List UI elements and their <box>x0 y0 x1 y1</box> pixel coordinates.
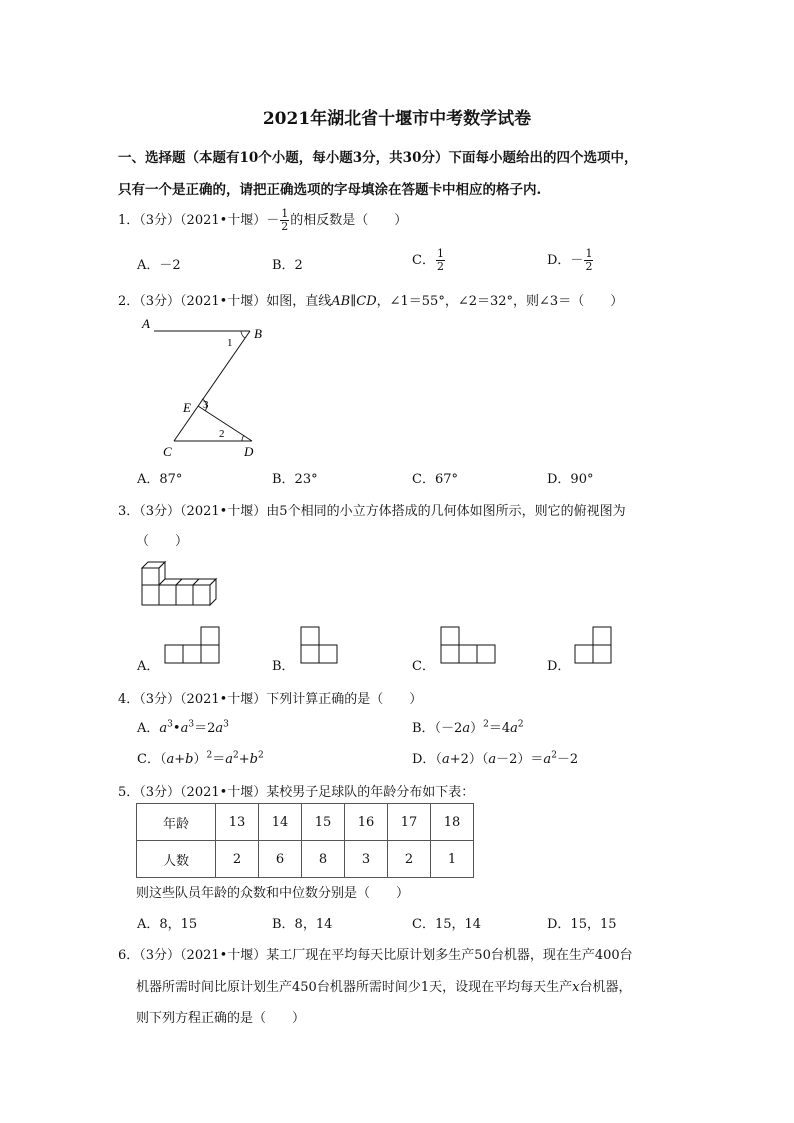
question-5: 5．（3分）（2021•十堰）某校男子足球队的年龄分布如下表： <box>118 785 475 800</box>
table-cell: 6 <box>259 841 302 878</box>
table-cell: 3 <box>345 841 388 878</box>
table-cell: 1 <box>431 841 474 878</box>
q3-option-b-view <box>300 626 340 666</box>
question-1 <box>118 208 407 233</box>
table-cell: 2 <box>388 841 431 878</box>
q2-option-c: C．67° <box>412 472 458 487</box>
q5-question: 则这些队员年龄的众数和中位数分别是（ ） <box>136 886 410 901</box>
q2-label-c: C <box>163 444 172 459</box>
q2-text-a: 2．（3分）（2021•十堰）如图，直线 <box>118 294 332 309</box>
q1-frac-num: 1 <box>281 207 289 220</box>
question-6-line2 <box>136 976 631 995</box>
q4-option-d: D．$(a+2)(a-2)=a^2-2$ <box>412 750 579 767</box>
q2-text-var: AB∥CD <box>331 294 377 309</box>
q1-option-a: A．－2 <box>137 258 181 273</box>
q5-option-c: C．15，14 <box>412 917 482 932</box>
question-3-line1: 3．（3分）（2021•十堰）由5个相同的小立方体搭成的几何体如图所示，则它的俯视图为 <box>118 504 626 519</box>
table-cell: 2 <box>216 841 259 878</box>
q1-option-d-label: D．－ <box>547 253 584 268</box>
q6-line2-b: 台机器， <box>579 980 632 995</box>
table-row <box>137 841 474 878</box>
q1-d-den: 2 <box>585 260 593 273</box>
section-heading-line1: 一、选择题（本题有10个小题，每小题3分，共30分）下面每小题给出的四个选项中， <box>118 150 638 166</box>
question-3-line2: （ ） <box>136 534 189 549</box>
q1-option-c-label: C． <box>412 253 435 268</box>
q6-line2-a: 机器所需时间比原计划生产450台机器所需时间少1天，设现在平均每天生产 <box>136 980 573 995</box>
q1-d-num: 1 <box>585 247 593 260</box>
q5-age-table <box>136 803 474 878</box>
table-cell: 14 <box>259 804 302 841</box>
q2-option-a: A．87° <box>137 472 183 487</box>
q4-option-b: B．$(-2a)^2=4a^2$ <box>412 719 524 736</box>
q5-option-a: A．8，15 <box>137 917 198 932</box>
q4-option-c-label: C．（ <box>137 752 167 767</box>
q1-prefix: 1．（3分）（2021•十堰）－ <box>118 213 280 228</box>
q2-label-angle2: 2 <box>219 428 225 440</box>
table-cell: 15 <box>302 804 345 841</box>
table-cell: 17 <box>388 804 431 841</box>
q3-option-c-view <box>440 626 498 666</box>
q4-option-d-label: D．（ <box>412 752 442 767</box>
q2-label-angle3: 3 <box>203 399 209 411</box>
q5-option-d: D．15，15 <box>547 917 617 932</box>
question-6-line3: 则下列方程正确的是（ ） <box>136 1011 306 1026</box>
q1-fraction <box>280 208 289 233</box>
table-cell: 16 <box>345 804 388 841</box>
q1-option-d <box>547 248 594 273</box>
q2-geometry-figure <box>138 316 268 462</box>
table-row <box>137 804 474 841</box>
page-title: 2021年湖北省十堰市中考数学试卷 <box>262 109 532 129</box>
q2-label-e: E <box>183 400 191 415</box>
table-cell: 13 <box>216 804 259 841</box>
q2-label-a: A <box>142 316 150 331</box>
q1-suffix: 的相反数是（ ） <box>290 213 408 228</box>
q2-option-d: D．90° <box>547 472 594 487</box>
q3-option-d-view <box>574 626 614 666</box>
q3-option-d-label: D． <box>547 659 571 674</box>
q2-label-b: B <box>254 326 262 341</box>
q3-option-b-label: B． <box>272 659 295 674</box>
question-4: 4．（3分）（2021•十堰）下列计算正确的是（ ） <box>118 692 423 707</box>
q1-option-d-fraction <box>584 248 593 273</box>
q3-option-c-label: C． <box>412 659 435 674</box>
q3-cube-solid <box>138 558 218 610</box>
q4-option-a: A．$a^3•a^3=2a^3$ <box>137 719 229 736</box>
question-2 <box>118 290 623 309</box>
q3-option-a-label: A． <box>137 659 160 674</box>
q2-option-b: B．23° <box>272 472 318 487</box>
q1-option-b: B．2 <box>272 258 303 273</box>
table-header-age: 年龄 <box>137 804 216 841</box>
table-header-count: 人数 <box>137 841 216 878</box>
table-cell: 8 <box>302 841 345 878</box>
q4-option-b-label: B．（－2 <box>412 721 463 736</box>
q1-c-num: 1 <box>436 247 444 260</box>
q5-option-b: B．8，14 <box>272 917 333 932</box>
q2-text-b: ，∠1＝55°，∠2＝32°，则∠3＝（ ） <box>376 294 624 309</box>
q3-option-a-view <box>165 626 223 666</box>
question-6-line1: 6．（3分）（2021•十堰）某工厂现在平均每天比原计划多生产50台机器，现在生产400台 <box>118 948 633 963</box>
q2-label-angle1: 1 <box>227 337 233 349</box>
q1-frac-den: 2 <box>281 220 289 233</box>
q4-option-a-label: A． <box>137 721 160 736</box>
q2-label-d: D <box>244 444 254 459</box>
q1-option-c <box>412 248 446 273</box>
table-cell: 18 <box>431 804 474 841</box>
q1-option-c-fraction <box>436 248 445 273</box>
section-heading-line2: 只有一个是正确的，请把正确选项的字母填涂在答题卡中相应的格子内. <box>118 182 542 198</box>
q6-line2-var: x <box>572 980 580 995</box>
q4-option-c: C．$(a+b)^2=a^2+b^2$ <box>137 750 264 767</box>
q1-c-den: 2 <box>436 260 444 273</box>
